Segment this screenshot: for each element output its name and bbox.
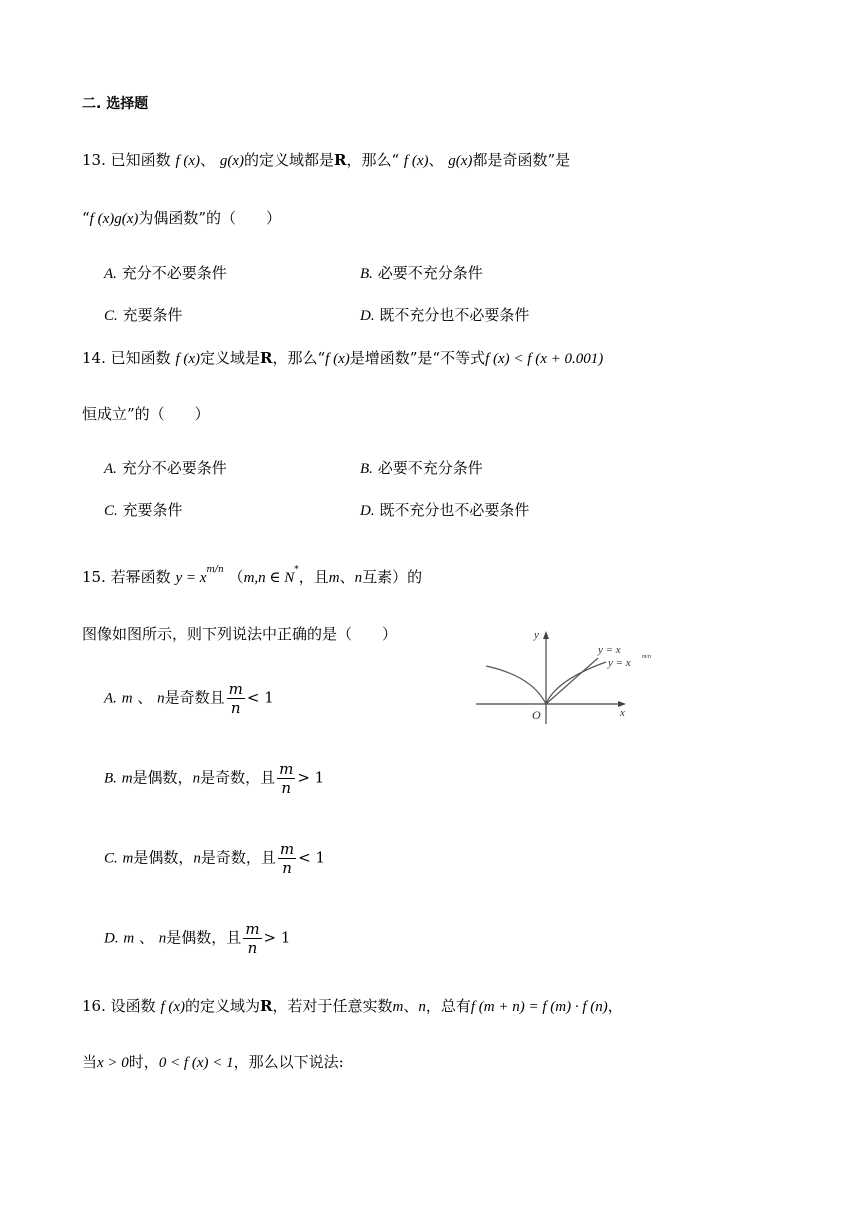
curve-y-equals-x [546,658,598,704]
power-function-graph [470,624,660,730]
option-13-a[interactable]: A. 充分不必要条件 [104,264,227,282]
question-15-line-1: 15. 若幂函数 $y = x^{m/n}$ （m,n ∈ N*，且m、n互素）的 [82,565,423,586]
question-16-line-2: 当x > 0时，0 < f (x) < 1，那么以下说法: [82,1053,344,1071]
option-14-d[interactable]: D. 既不充分也不必要条件 [360,501,530,519]
question-15-line-2: 图像如图所示，则下列说法中正确的是（ ） [82,625,398,643]
curve-label-y-equals-x: y = x [598,644,621,656]
option-15-d[interactable]: D. m 、 n是偶数，且 $\frac{m}{n}$ > 1 [104,920,291,957]
fraction-m-over-n: $\frac{m}{n}$ [245,920,260,957]
section-title: 二. 选择题 [82,96,149,112]
option-14-a[interactable]: A. 充分不必要条件 [104,459,227,477]
y-axis-label: y [534,629,539,641]
origin-label: O [532,708,541,722]
option-14-c[interactable]: C. 充要条件 [104,501,183,519]
y-axis-arrow-icon [543,631,549,639]
question-number: 13. [82,151,106,169]
question-16-line-1: 16. 设函数 f (x)的定义域为R，若对于任意实数m、n，总有f (m + n) = f (m) · f (n)， [82,997,623,1015]
fraction-m-over-n: $\frac{m}{n}$ [279,840,295,877]
option-15-b[interactable]: B. m是偶数，n是奇数，且 $\frac{m}{n}$ > 1 [104,760,325,797]
curve-left-branch [486,666,546,704]
fraction-m-over-n: $\frac{m}{n}$ [279,760,294,797]
option-15-a[interactable]: A. m 、 n是奇数且 $\frac{m}{n}$ < 1 [104,680,274,717]
option-13-c[interactable]: C. 充要条件 [104,306,183,324]
curve-power [546,662,606,704]
curve-label-power-exponent: m/n [642,654,651,660]
option-13-d[interactable]: D. 既不充分也不必要条件 [360,306,530,324]
fraction-m-over-n: $\frac{m}{n}$ [228,680,243,717]
x-axis-label: x [620,707,625,719]
curve-label-power: y = x [608,657,631,669]
question-14-line-2: 恒成立”的（ ） [82,405,210,423]
option-13-b[interactable]: B. 必要不充分条件 [360,264,483,282]
question-number: 14. [82,349,106,367]
question-14-line-1: 14. 已知函数 f (x)定义域是R，那么“f (x)是增函数”是“不等式f (x) < f (x + 0.001) [82,349,604,367]
question-13-line-2: “f (x)g(x)为偶函数”的（ ） [82,209,282,227]
question-number: 16. [82,997,106,1015]
power-exponent: m/n [206,565,224,575]
question-13-line-1: 13. 已知函数 f (x)、 g(x)的定义域都是R，那么“ f (x)、 g(x)都是奇函数”是 [82,151,571,169]
option-14-b[interactable]: B. 必要不充分条件 [360,459,483,477]
option-15-c[interactable]: C. m是偶数，n是奇数，且 $\frac{m}{n}$ < 1 [104,840,326,877]
question-number: 15. [82,568,106,586]
